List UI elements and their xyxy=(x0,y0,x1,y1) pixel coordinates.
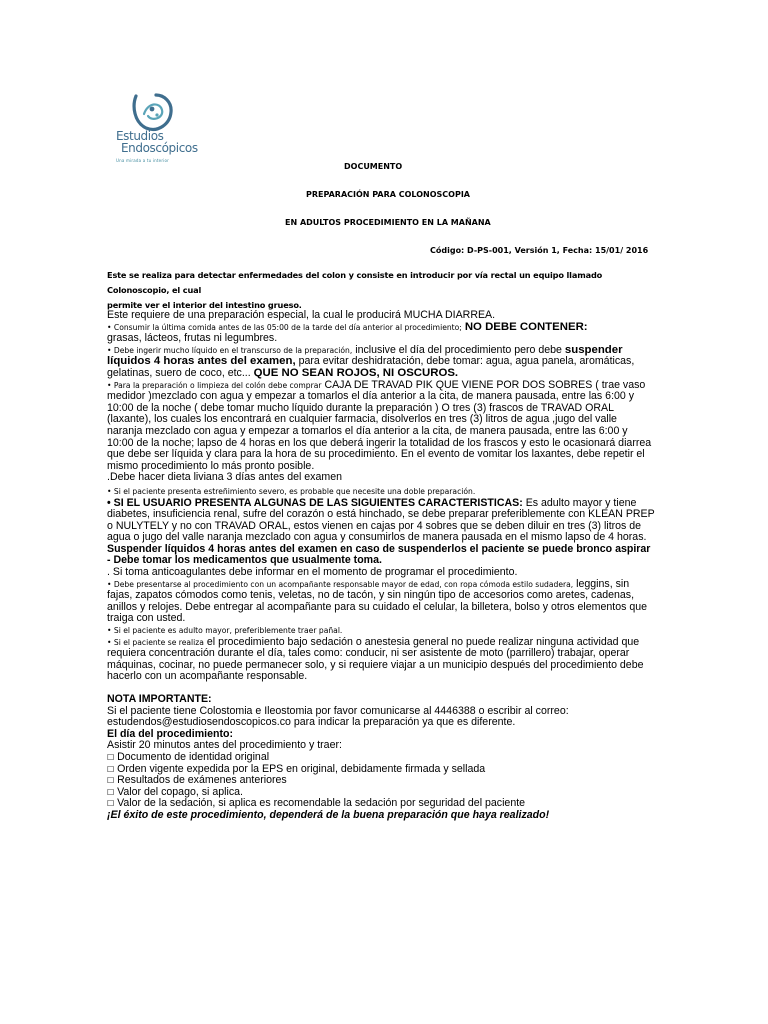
nota-heading: NOTA IMPORTANTE: xyxy=(107,693,212,705)
nota-contact: Si el paciente tiene Colostomia e Ileostomia por favor comunicarse al 4446388 o escribir al correo: xyxy=(107,704,569,717)
intro-line-1: Este se realiza para detectar enfermedades del colon y consiste en introducir por vía rectal un equipo llamado Colonoscopio, el cual xyxy=(107,270,603,295)
constipation-text: • Si el paciente presenta estreñimiento severo, es probable que necesite una doble preparación. xyxy=(107,486,476,496)
logo-symbol-icon xyxy=(130,92,174,132)
laxative-intro: • Para la preparación o limpieza del colón debe comprar xyxy=(107,380,322,390)
logo-name xyxy=(116,130,196,154)
checkbox-icon: ☐ xyxy=(107,799,115,809)
closing-text: ¡El éxito de este procedimiento, dependerá de la buena preparación que haya realizado! xyxy=(107,808,550,821)
nota-section xyxy=(107,694,655,752)
liquids-warning: QUE NO SEAN ROJOS, NI OSCUROS. xyxy=(253,366,459,379)
bullet-laxative xyxy=(107,380,655,473)
characteristics-heading: • SI EL USUARIO PRESENTA ALGUNAS DE LAS SIGUIENTES CARACTERISTICAS: xyxy=(107,496,523,509)
doc-code: Código: D-PS-001, Versión 1, Fecha: 15/01/ 2016 xyxy=(430,246,649,255)
liquids-text: inclusive el día del procedimiento pero debe xyxy=(355,343,562,356)
logo-name-line2: Endoscópicos xyxy=(121,141,198,155)
intro-paragraph xyxy=(107,268,667,313)
sedation-text: el procedimiento bajo sedación o anestesia general no puede realizar ninguna actividad que requiera concentración durante el día, tales como: conducir, ni ser asistente de moto (parrillero) trabajar, operar máquinas, cocinar, no puede permanecer solo, y si requiere viajar a un municipio después del procedimiento debe hacerlo con un acompañante responsable. xyxy=(107,635,644,683)
checklist-item-label: Valor del copago, si aplica. xyxy=(117,785,243,798)
bring-checklist xyxy=(107,752,655,810)
doc-subtitle: EN ADULTOS PROCEDIMIENTO EN LA MAÑANA xyxy=(285,218,491,227)
companion-text: leggins, sin fajas, zapatos cómodos como tenis, veletas, no de tacón, y sin ningún tipo de accesorios como aretes, cadenas, anillos y relojes. Debe entregar al acompañante para su cuidado el celular, la billetera, bolso y otros elementos que traiga con usted. xyxy=(107,577,648,625)
anticoagulants-note xyxy=(107,567,655,579)
checklist-item-label: Documento de identidad original xyxy=(117,750,270,763)
anticoagulants-text: . Si toma anticoagulantes debe informar en el momento de programar el procedimiento. xyxy=(107,566,518,579)
companion-intro: • Debe presentarse al procedimiento con un acompañante responsable mayor de edad, con ropa cómoda estilo sudadera, xyxy=(107,579,574,589)
company-logo xyxy=(112,92,198,174)
liquids-intro: • Debe ingerir mucho líquido en el transcurso de la preparación, xyxy=(107,345,353,355)
bullet-last-meal xyxy=(107,322,655,345)
bullet-liquids xyxy=(107,345,655,380)
checkbox-icon: ☐ xyxy=(107,764,115,774)
suspend-liquids-text: Suspender líquidos 4 horas antes del examen en caso de suspenderlos el paciente se puede bronco aspirar xyxy=(107,542,651,555)
doc-type: DOCUMENTO xyxy=(344,162,403,171)
logo-name-line1: Estudios xyxy=(116,129,164,143)
preparation-note: Este requiere de una preparación especial, la cual le producirá MUCHA DIARREA. xyxy=(107,309,496,321)
checkbox-icon: ☐ xyxy=(107,776,115,786)
bullet-characteristics xyxy=(107,498,655,544)
doc-title: PREPARACIÓN PARA COLONOSCOPIA xyxy=(306,190,470,199)
procedure-day-heading: El día del procedimiento: xyxy=(107,727,233,740)
liquids-allowed: para evitar deshidratación, debe tomar: agua, agua panela, aromáticas, gelatinas, suero de coco, etc... xyxy=(107,355,635,379)
characteristics-text: Es adulto mayor y tiene diabetes, insuficiencia renal, sufre del corazón o está hinchado, se debe preparar preferiblemente con KLEAN PREP o NULYTELY y no con TRAVAD ORAL, estos vienen en cajas por 4 sobres que se deben diluir en tres (3) litros de agua o jugo del valle naranja mezclado con agua y consumirlos de manera pausada en el mismo lapso de 4 horas. xyxy=(107,496,655,544)
liquids-suspend: suspender líquidos 4 horas antes del examen, xyxy=(107,343,623,368)
logo-tagline: Una mirada a tu interior xyxy=(116,158,169,163)
bullet-sedation xyxy=(107,637,655,683)
checklist-item-label: Valor de la sedación, si aplica es recomendable la sedación por seguridad del paciente xyxy=(117,797,526,810)
diet-text: .Debe hacer dieta liviana 3 días antes del examen xyxy=(107,471,342,484)
closing-message xyxy=(107,810,655,822)
bullet-diet xyxy=(107,472,655,484)
last-meal-text: • Consumir la última comida antes de las 05:00 de la tarde del día anterior al procedimiento; xyxy=(107,322,462,332)
bullet-companion xyxy=(107,579,655,625)
checkbox-icon: ☐ xyxy=(107,752,115,762)
elderly-text: • Si el paciente es adulto mayor, preferiblemente traer pañal. xyxy=(107,626,343,636)
instructions-body xyxy=(107,310,655,822)
checklist-item-label: Resultados de exámenes anteriores xyxy=(117,774,287,787)
last-meal-warning: NO DEBE CONTENER: xyxy=(464,320,588,333)
laxative-text: CAJA DE TRAVAD PIK QUE VIENE POR DOS SOBRES ( trae vaso medidor )mezclado con agua y empezar a tomarlos el día anterior a la cita, de manera pausada, entre las 6:00 y 10:00 de la noche ( debe tomar mucho líquido durante la preparación ) O tres (3) frascos de TRAVAD ORAL (laxante), los cuales los encontrará en cualquier farmacia, disolverlos en tres (3) litros de agua ,jugo del valle naranja mezclado con agua y empezar a tomarlos el día anterior a la cita, de manera pausada, entre las 6:00 y 10:00 de la noche; lapso de 4 horas en los que deberá ingerir la totalidad de los frascos y esto le ocasionará diarrea que debe ser líquida y clara para la hora de su procedimiento. En el evento de vomitar los laxantes, debe repetir el mismo procedimiento lo más pronto posible. xyxy=(107,378,652,472)
medications-text: - Debe tomar los medicamentos que usualmente toma. xyxy=(107,554,382,567)
intro-line-2: permite ver el interior del intestino grueso. xyxy=(107,300,302,310)
checkbox-icon: ☐ xyxy=(107,787,115,797)
checklist-item-label: Orden vigente expedida por la EPS en original, debidamente firmada y sellada xyxy=(117,762,486,775)
sedation-intro: • Si el paciente se realiza xyxy=(107,637,204,647)
arrive-instructions: Asistir 20 minutos antes del procedimiento y traer: xyxy=(107,739,342,752)
nota-email-line: estudendos@estudiosendoscopicos.co para indicar la preparación ya que es diferente. xyxy=(107,716,516,729)
last-meal-foods: grasas, lácteos, frutas ni legumbres. xyxy=(107,332,278,345)
